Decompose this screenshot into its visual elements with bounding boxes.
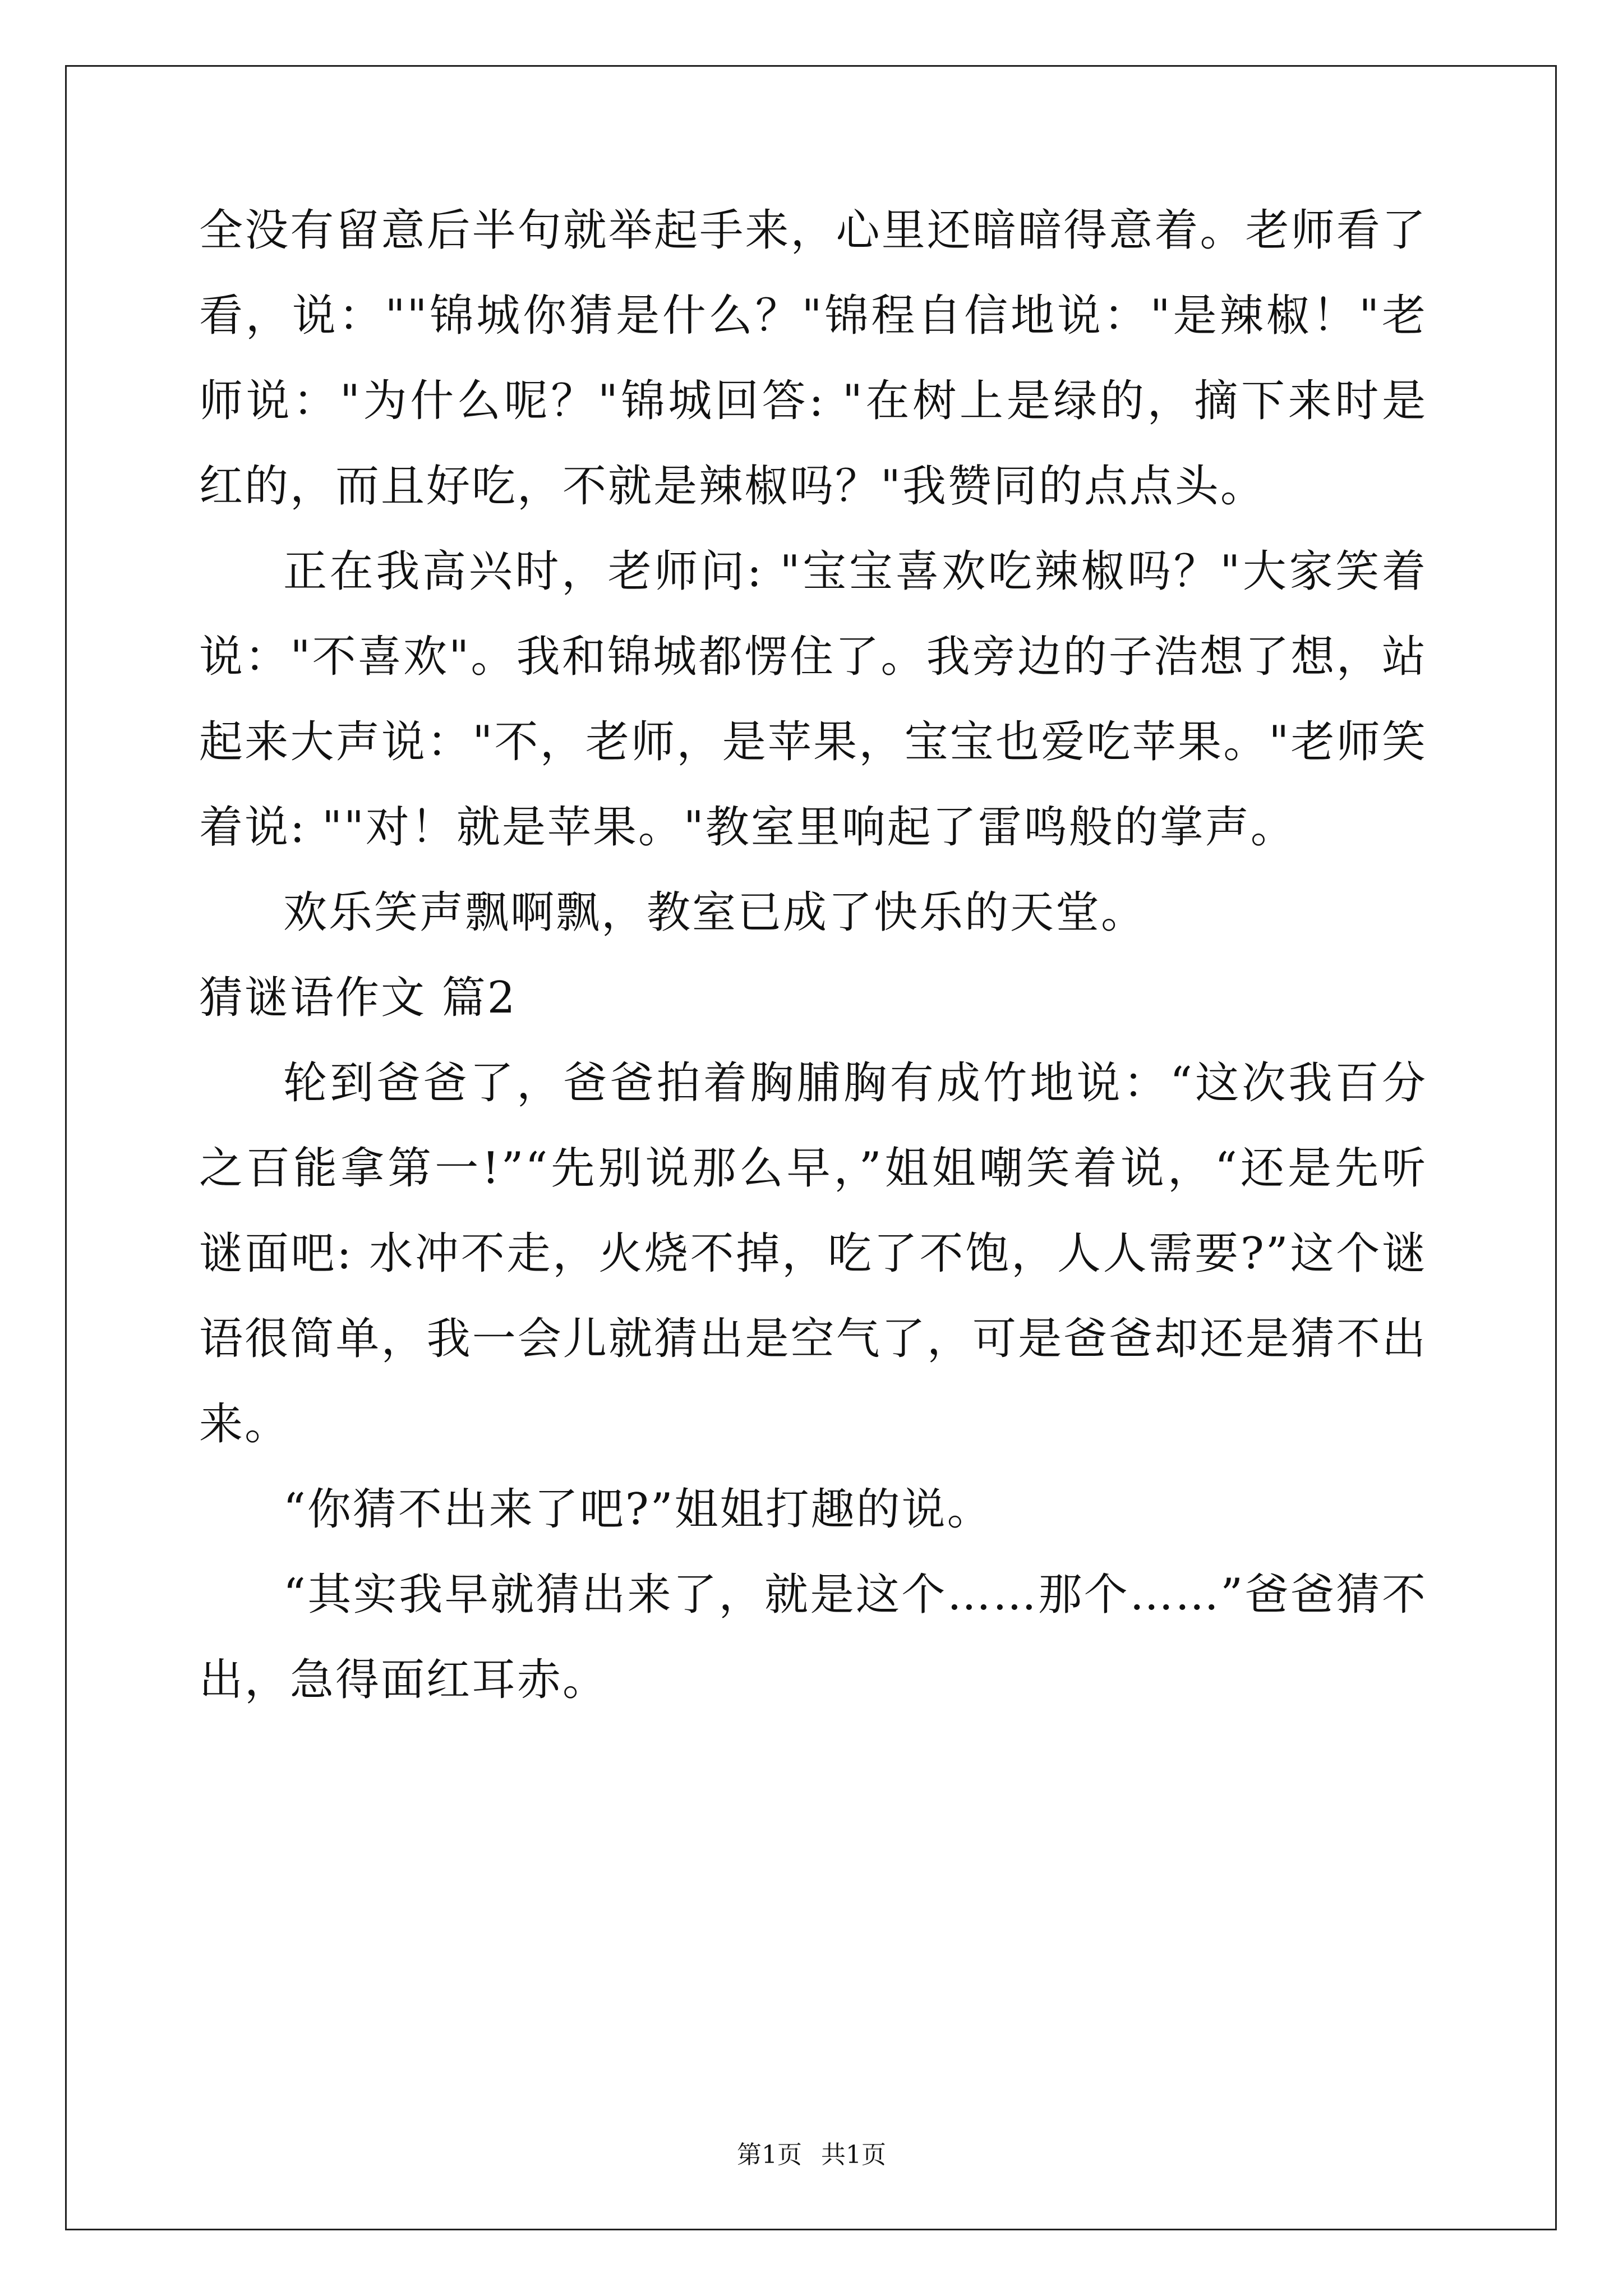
paragraph: “其实我早就猜出来了，就是这个……那个……”爸爸猜不出，急得面红耳赤。 [199,1570,1427,1705]
page-footer [0,2138,1623,2172]
paragraph-continuation: 全没有留意后半句就举起手来，心里还暗暗得意着。老师看了看，说：""锦城你猜是什么？"锦程自信地说："是辣椒！"老师说："为什么呢？"锦城回答: "在树上是绿的，摘下来时是红的，而且好吃，不就是辣椒吗？"我赞同的点点头。 [199,205,1427,512]
paragraph: 正在我高兴时，老师问: "宝宝喜欢吃辣椒吗？"大家笑着说："不喜欢"。我和锦城都愣住了。我旁边的子浩想了想，站起来大声说："不，老师，是苹果，宝宝也爱吃苹果。"老师笑着说: ""对！就是苹果。"教室里响起了雷鸣般的掌声。 [199,546,1427,853]
paragraph: 轮到爸爸了，爸爸拍着胸脯胸有成竹地说：“这次我百分之百能拿第一!”“先别说那么早，”姐姐嘲笑着说，“还是先听谜面吧: 水冲不走，火烧不掉，吃了不饱，人人需要?”这个谜语很简单，我一会儿就猜出是空气了，可是爸爸却还是猜不出来。 [199,1058,1427,1450]
paragraph: “你猜不出来了吧?”姐姐打趣的说。 [283,1484,993,1535]
document-body [199,188,1427,1723]
page-total: 共1页 [821,2141,886,2169]
paragraph: 欢乐笑声飘啊飘，教室已成了快乐的天堂。 [283,887,1147,938]
section-heading: 猜谜语作文 篇2 [199,973,517,1023]
page-number: 第1页 [737,2141,802,2169]
